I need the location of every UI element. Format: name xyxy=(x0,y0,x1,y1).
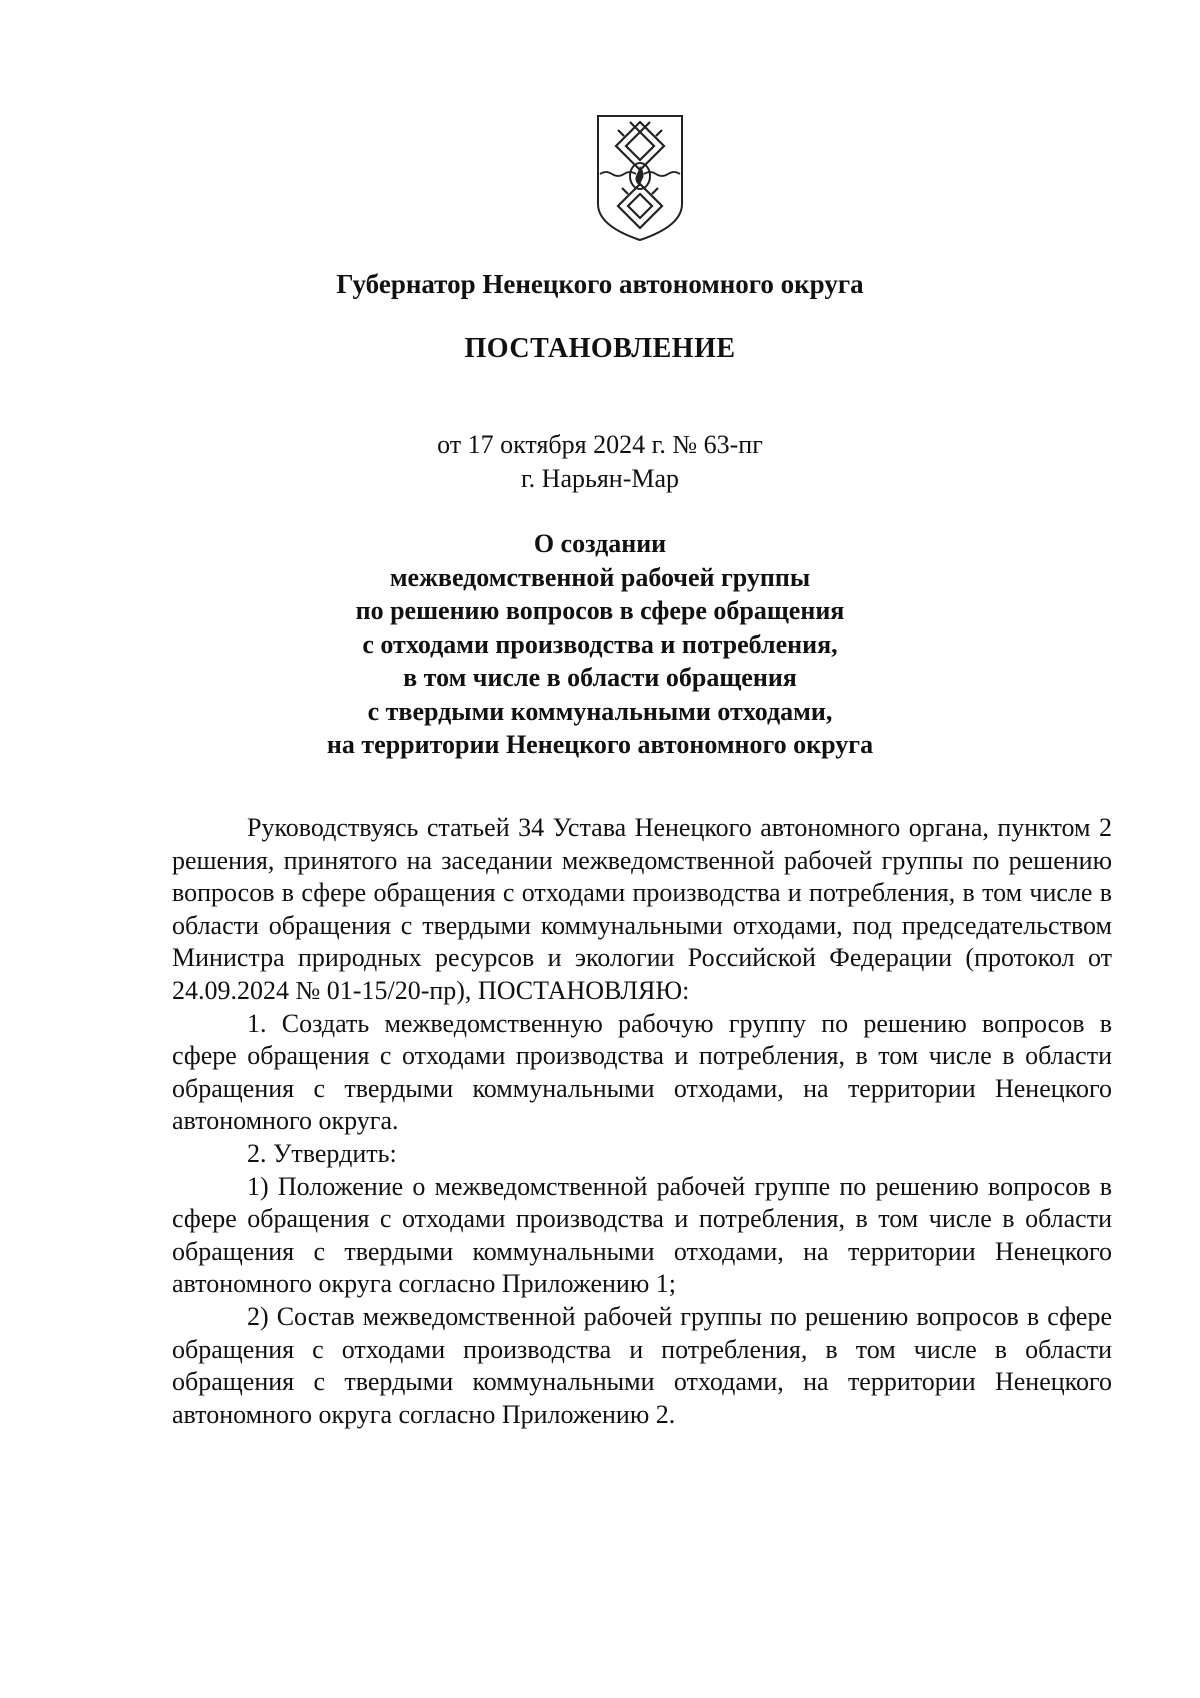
title-line: на территории Ненецкого автономного округа xyxy=(326,730,874,759)
title-line: с отходами производства и потребления, xyxy=(362,629,838,659)
document-date-number: от 17 октября 2024 г. № 63-пг xyxy=(437,430,763,459)
issuing-authority: Губернатор Ненецкого автономного округа xyxy=(336,269,864,299)
title-line: межведомственной рабочей группы xyxy=(389,562,811,592)
document-type: ПОСТАНОВЛЕНИЕ xyxy=(464,333,736,364)
item-1-paragraph: 1. Создать межведомственную рабочую группу по решению вопросов в сфере обращения с отходами производства и потребления, в том числе в области обращения с твердыми коммунальными отходами, на территории Ненецкого автономного округа. xyxy=(172,1008,1112,1136)
nenets-coat-of-arms-icon xyxy=(594,112,686,244)
item-2-1-paragraph: 1) Положение о межведомственной рабочей группе по решению вопросов в сфере обращения с отходами производства и потребления, в том числе в области обращения с твердыми коммунальными отходами, на территории Ненецкого автономного округа согласно Приложению 1; xyxy=(172,1171,1112,1299)
title-line: в том числе в области обращения xyxy=(403,663,797,692)
document-place: г. Нарьян-Мар xyxy=(520,464,680,493)
item-2-2-paragraph: 2) Состав межведомственной рабочей группы по решению вопросов в сфере обращения с отходами производства и потребления, в том числе в области обращения с твердыми коммунальными отходами, на территории Ненецкого автономного округа согласно Приложению 2. xyxy=(172,1301,1112,1429)
preamble-paragraph: Руководствуясь статьей 34 Устава Ненецкого автономного органа, пунктом 2 решения, принятого на заседании межведомственной рабочей группы по решению вопросов в сфере обращения с отходами производства и потребления, в том числе в области обращения с твердыми коммунальными отходами, под председательством Министра природных ресурсов и экологии Российской Федерации (протокол от 24.09.2024 № 01-15/20-пр), ПОСТАНОВЛЯЮ: xyxy=(172,813,1112,1005)
item-2-paragraph: 2. Утвердить: xyxy=(247,1138,397,1168)
title-line: по решению вопросов в сфере обращения xyxy=(355,596,845,625)
document-body xyxy=(172,812,1112,1431)
document-title xyxy=(0,527,1200,762)
title-line: с твердыми коммунальными отходами, xyxy=(367,696,833,726)
title-line: О создании xyxy=(533,529,667,558)
